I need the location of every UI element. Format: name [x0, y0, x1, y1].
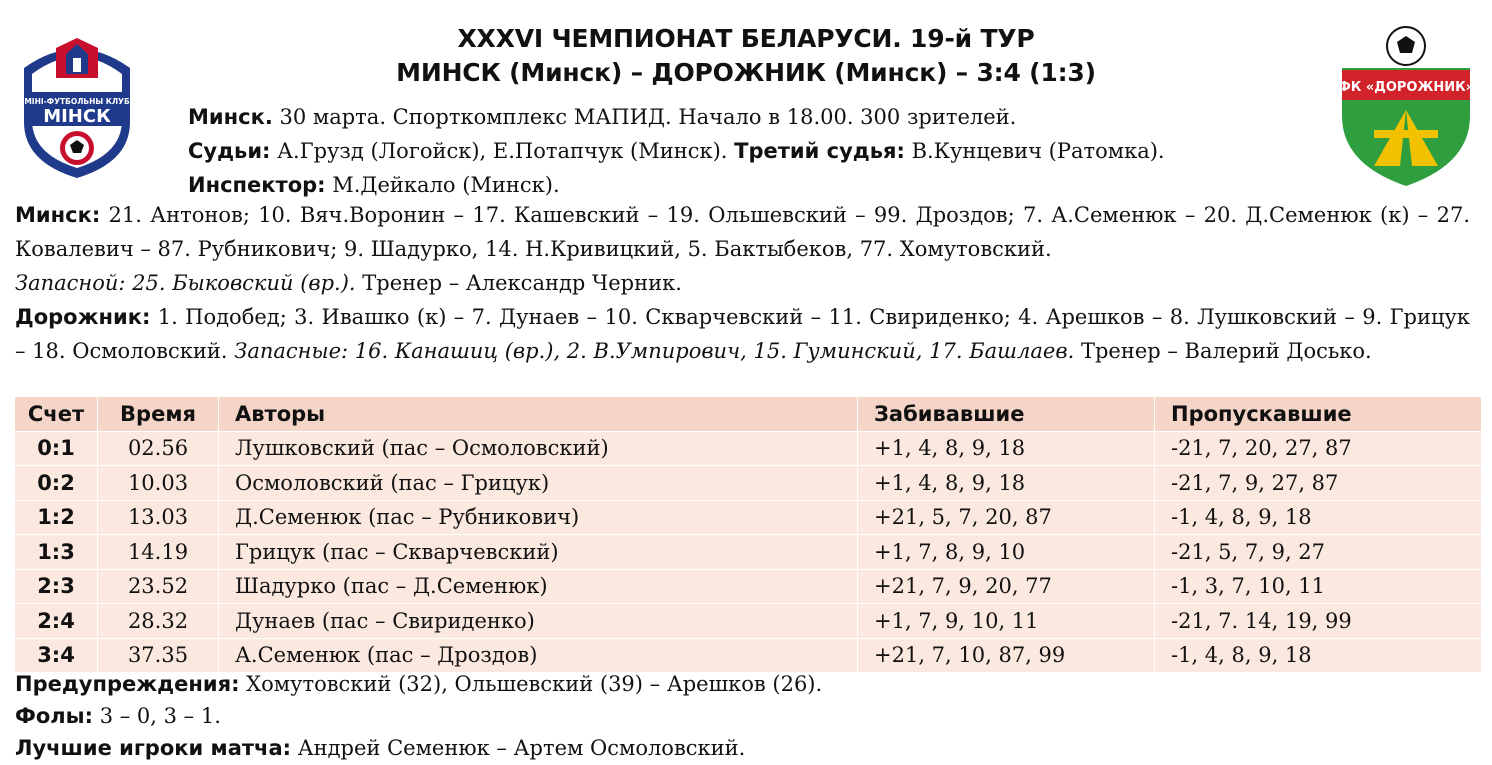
warnings-text: Хомутовский (32), Ольшевский (39) – Арешков (26). — [239, 672, 823, 696]
goal-time: 28.32 — [98, 604, 219, 639]
minsk-coach: Тренер – Александр Черник. — [355, 271, 682, 295]
match-header — [0, 22, 1492, 90]
goal-score: 1:2 — [15, 500, 98, 535]
dorozhnik-logo-name: ФК «ДОРОЖНИК» — [1338, 80, 1474, 95]
goal-score: 1:3 — [15, 535, 98, 570]
goal-conceded-players: -1, 3, 7, 10, 11 — [1155, 569, 1482, 604]
venue-label: Минск. — [188, 105, 273, 129]
fouls-text: 3 – 0, 3 – 1. — [93, 704, 221, 728]
goal-author: Осмоловский (пас – Грицук) — [219, 466, 858, 501]
dorozhnik-lineup-text: 1. Подобед; 3. Ивашко (к) – 7. Дунаев – 10. Скварчевский – 11. Свириденко; 4. Арешков – 8. Лушковский – 9. Грицук – 18. Осмоловский. — [15, 305, 1470, 363]
third-referee-label: Третий судья: — [734, 139, 905, 163]
header-time: Время — [98, 397, 219, 432]
header-scored: Забивавшие — [858, 397, 1155, 432]
warnings-line — [15, 668, 822, 700]
fouls-line — [15, 700, 822, 732]
match-footer — [15, 668, 822, 764]
dorozhnik-coach: Тренер – Валерий Досько. — [1074, 339, 1372, 363]
table-row — [15, 535, 1482, 570]
lineups — [15, 198, 1470, 368]
table-row — [15, 604, 1482, 639]
goals-table — [14, 396, 1482, 673]
minsk-lineup-text: 21. Антонов; 10. Вяч.Воронин – 17. Кашевский – 19. Ольшевский – 99. Дроздов; 7. А.Семенюк – 20. Д.Семенюк (к) – 27. Ковалевич – 87. Рубникович; 9. Шадурко, 14. Н.Кривицкий, 5. Бактыбеков, 77. Хомутовский. — [15, 203, 1470, 261]
goal-scored-players: +21, 7, 9, 20, 77 — [858, 569, 1155, 604]
goal-author: А.Семенюк (пас – Дроздов) — [219, 638, 858, 673]
goal-author: Шадурко (пас – Д.Семенюк) — [219, 569, 858, 604]
match-info — [188, 100, 1478, 202]
goal-score: 0:2 — [15, 466, 98, 501]
goals-table-header — [15, 397, 1482, 432]
best-players-label: Лучшие игроки матча: — [15, 736, 292, 760]
warnings-label: Предупреждения: — [15, 672, 240, 696]
minsk-subs: Запасной: 25. Быковский (вр.). — [15, 271, 356, 295]
dorozhnik-lineup-label: Дорожник: — [15, 305, 151, 329]
goal-author: Д.Семенюк (пас – Рубникович) — [219, 500, 858, 535]
minsk-logo-name: МІНСК — [43, 106, 111, 127]
minsk-lineup — [15, 198, 1470, 300]
best-players-line — [15, 732, 822, 764]
referees-text: А.Грузд (Логойск), Е.Потапчук (Минск). — [270, 139, 735, 163]
goal-score: 2:3 — [15, 569, 98, 604]
best-players-text: Андрей Семенюк – Артем Осмоловский. — [291, 736, 746, 760]
goal-score: 0:1 — [15, 431, 98, 466]
goal-author: Лушковский (пас – Осмоловский) — [219, 431, 858, 466]
goal-time: 10.03 — [98, 466, 219, 501]
fouls-label: Фолы: — [15, 704, 94, 728]
inspector-line — [188, 168, 1478, 202]
goal-time: 37.35 — [98, 638, 219, 673]
table-row — [15, 431, 1482, 466]
goal-author: Дунаев (пас – Свириденко) — [219, 604, 858, 639]
championship-title: XXXVI ЧЕМПИОНАТ БЕЛАРУСИ. 19-й ТУР — [457, 24, 1035, 53]
goal-time: 13.03 — [98, 500, 219, 535]
table-row — [15, 500, 1482, 535]
goal-conceded-players: -21, 7. 14, 19, 99 — [1155, 604, 1482, 639]
goal-scored-players: +21, 5, 7, 20, 87 — [858, 500, 1155, 535]
goal-scored-players: +1, 7, 9, 10, 11 — [858, 604, 1155, 639]
goal-time: 23.52 — [98, 569, 219, 604]
dorozhnik-lineup — [15, 300, 1470, 368]
goal-score: 2:4 — [15, 604, 98, 639]
table-row — [15, 466, 1482, 501]
goal-scored-players: +1, 4, 8, 9, 18 — [858, 431, 1155, 466]
goal-time: 02.56 — [98, 431, 219, 466]
minsk-logo-subtitle: МІНІ-ФУТБОЛЬНЫ КЛУБ — [24, 97, 130, 106]
goal-scored-players: +1, 7, 8, 9, 10 — [858, 535, 1155, 570]
table-row — [15, 569, 1482, 604]
inspector-label: Инспектор: — [188, 173, 326, 197]
inspector-text: М.Дейкало (Минск). — [325, 173, 560, 197]
venue-line — [188, 100, 1478, 134]
referees-line — [188, 134, 1478, 168]
header-authors: Авторы — [219, 397, 858, 432]
goal-scored-players: +21, 7, 10, 87, 99 — [858, 638, 1155, 673]
header-score: Счет — [15, 397, 98, 432]
match-title: МИНСК (Минск) – ДОРОЖНИК (Минск) – 3:4 (1:3) — [396, 58, 1096, 87]
third-referee-text: В.Кунцевич (Ратомка). — [904, 139, 1165, 163]
referees-label: Судьи: — [188, 139, 271, 163]
header-conceded: Пропускавшие — [1155, 397, 1482, 432]
dorozhnik-subs: Запасные: 16. Канашиц (вр.), 2. В.Умпирович, 15. Гуминский, 17. Башлаев. — [234, 339, 1075, 363]
goal-conceded-players: -21, 7, 20, 27, 87 — [1155, 431, 1482, 466]
venue-text: 30 марта. Спорткомплекс МАПИД. Начало в 18.00. 300 зрителей. — [272, 105, 1017, 129]
goal-conceded-players: -21, 7, 9, 27, 87 — [1155, 466, 1482, 501]
minsk-club-logo — [18, 30, 136, 180]
goal-author: Грицук (пас – Скварчевский) — [219, 535, 858, 570]
goal-conceded-players: -1, 4, 8, 9, 18 — [1155, 638, 1482, 673]
goal-time: 14.19 — [98, 535, 219, 570]
goal-conceded-players: -21, 5, 7, 9, 27 — [1155, 535, 1482, 570]
goal-scored-players: +1, 4, 8, 9, 18 — [858, 466, 1155, 501]
goal-conceded-players: -1, 4, 8, 9, 18 — [1155, 500, 1482, 535]
goal-score: 3:4 — [15, 638, 98, 673]
minsk-lineup-label: Минск: — [15, 203, 101, 227]
